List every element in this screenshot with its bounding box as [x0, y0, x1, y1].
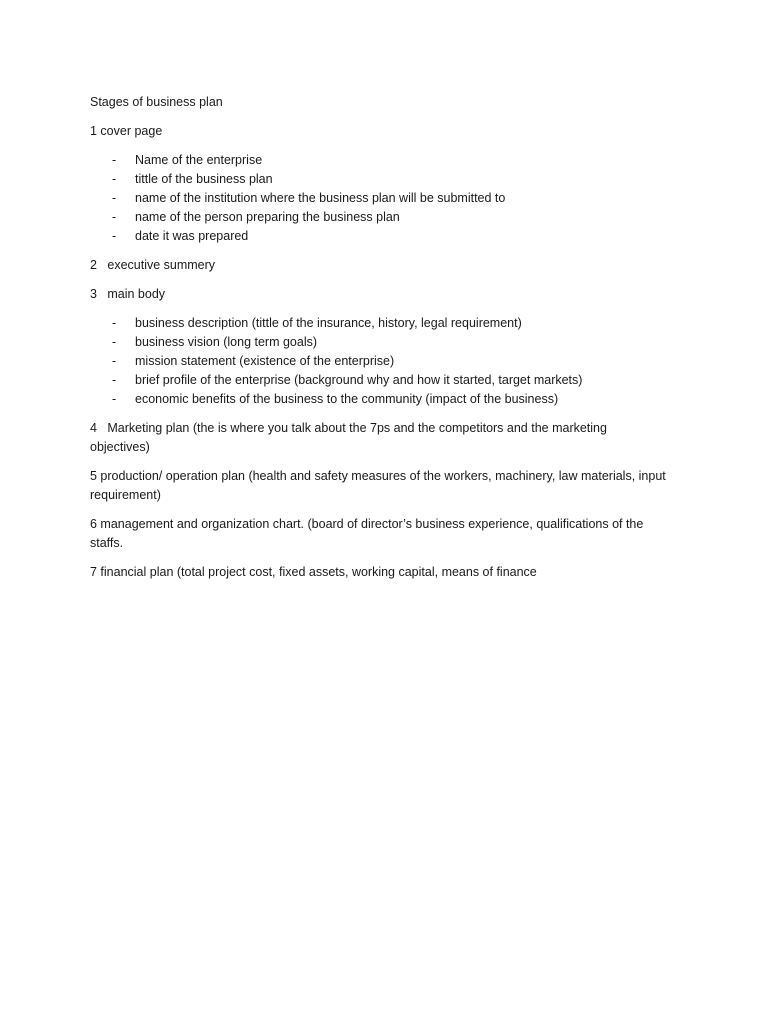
bullet-dash: -: [112, 153, 117, 167]
list-item-text: date it was prepared: [135, 229, 249, 243]
section-heading-main-body: 3 main body: [90, 287, 166, 301]
bullet-dash: -: [112, 354, 117, 368]
bullet-dash: -: [112, 191, 117, 205]
list-item: [90, 170, 670, 189]
list-item-text: business vision (long term goals): [135, 335, 318, 349]
section-marketing-plan: 4 Marketing plan (the is where you talk about the 7ps and the competitors and the marketing objectives): [90, 421, 611, 454]
bullet-dash: -: [112, 172, 117, 186]
list-item: [90, 371, 670, 390]
list-item-text: name of the institution where the business plan will be submitted to: [135, 191, 506, 205]
list-item-text: Name of the enterprise: [135, 153, 263, 167]
list-item: [90, 314, 670, 333]
list-item: [90, 227, 670, 246]
list-item: [90, 390, 670, 409]
bullet-dash: -: [112, 229, 117, 243]
cover-page-list: [90, 151, 670, 246]
section-heading-cover-page: 1 cover page: [90, 124, 163, 138]
bullet-dash: -: [112, 316, 117, 330]
bullet-dash: -: [112, 210, 117, 224]
list-item: [90, 208, 670, 227]
list-item-text: name of the person preparing the business plan: [135, 210, 400, 224]
list-item-text: business description (tittle of the insurance, history, legal requirement): [135, 316, 522, 330]
list-item: [90, 189, 670, 208]
document-body: [90, 93, 670, 592]
section-production-plan: 5 production/ operation plan (health and safety measures of the workers, machinery, law materials, input requirement): [90, 469, 666, 502]
document-title: Stages of business plan: [90, 95, 223, 109]
list-item: [90, 151, 670, 170]
list-item: [90, 333, 670, 352]
list-item: [90, 352, 670, 371]
bullet-dash: -: [112, 373, 117, 387]
bullet-dash: -: [112, 335, 117, 349]
list-item-text: economic benefits of the business to the community (impact of the business): [135, 392, 559, 406]
main-body-list: [90, 314, 670, 409]
list-item-text: tittle of the business plan: [135, 172, 273, 186]
section-financial-plan: 7 financial plan (total project cost, fixed assets, working capital, means of finance: [90, 565, 537, 579]
list-item-text: mission statement (existence of the enterprise): [135, 354, 395, 368]
section-management-chart: 6 management and organization chart. (board of director’s business experience, qualifications of the staffs.: [90, 517, 644, 550]
bullet-dash: -: [112, 392, 117, 406]
list-item-text: brief profile of the enterprise (background why and how it started, target markets): [135, 373, 583, 387]
section-heading-executive-summery: 2 executive summery: [90, 258, 216, 272]
